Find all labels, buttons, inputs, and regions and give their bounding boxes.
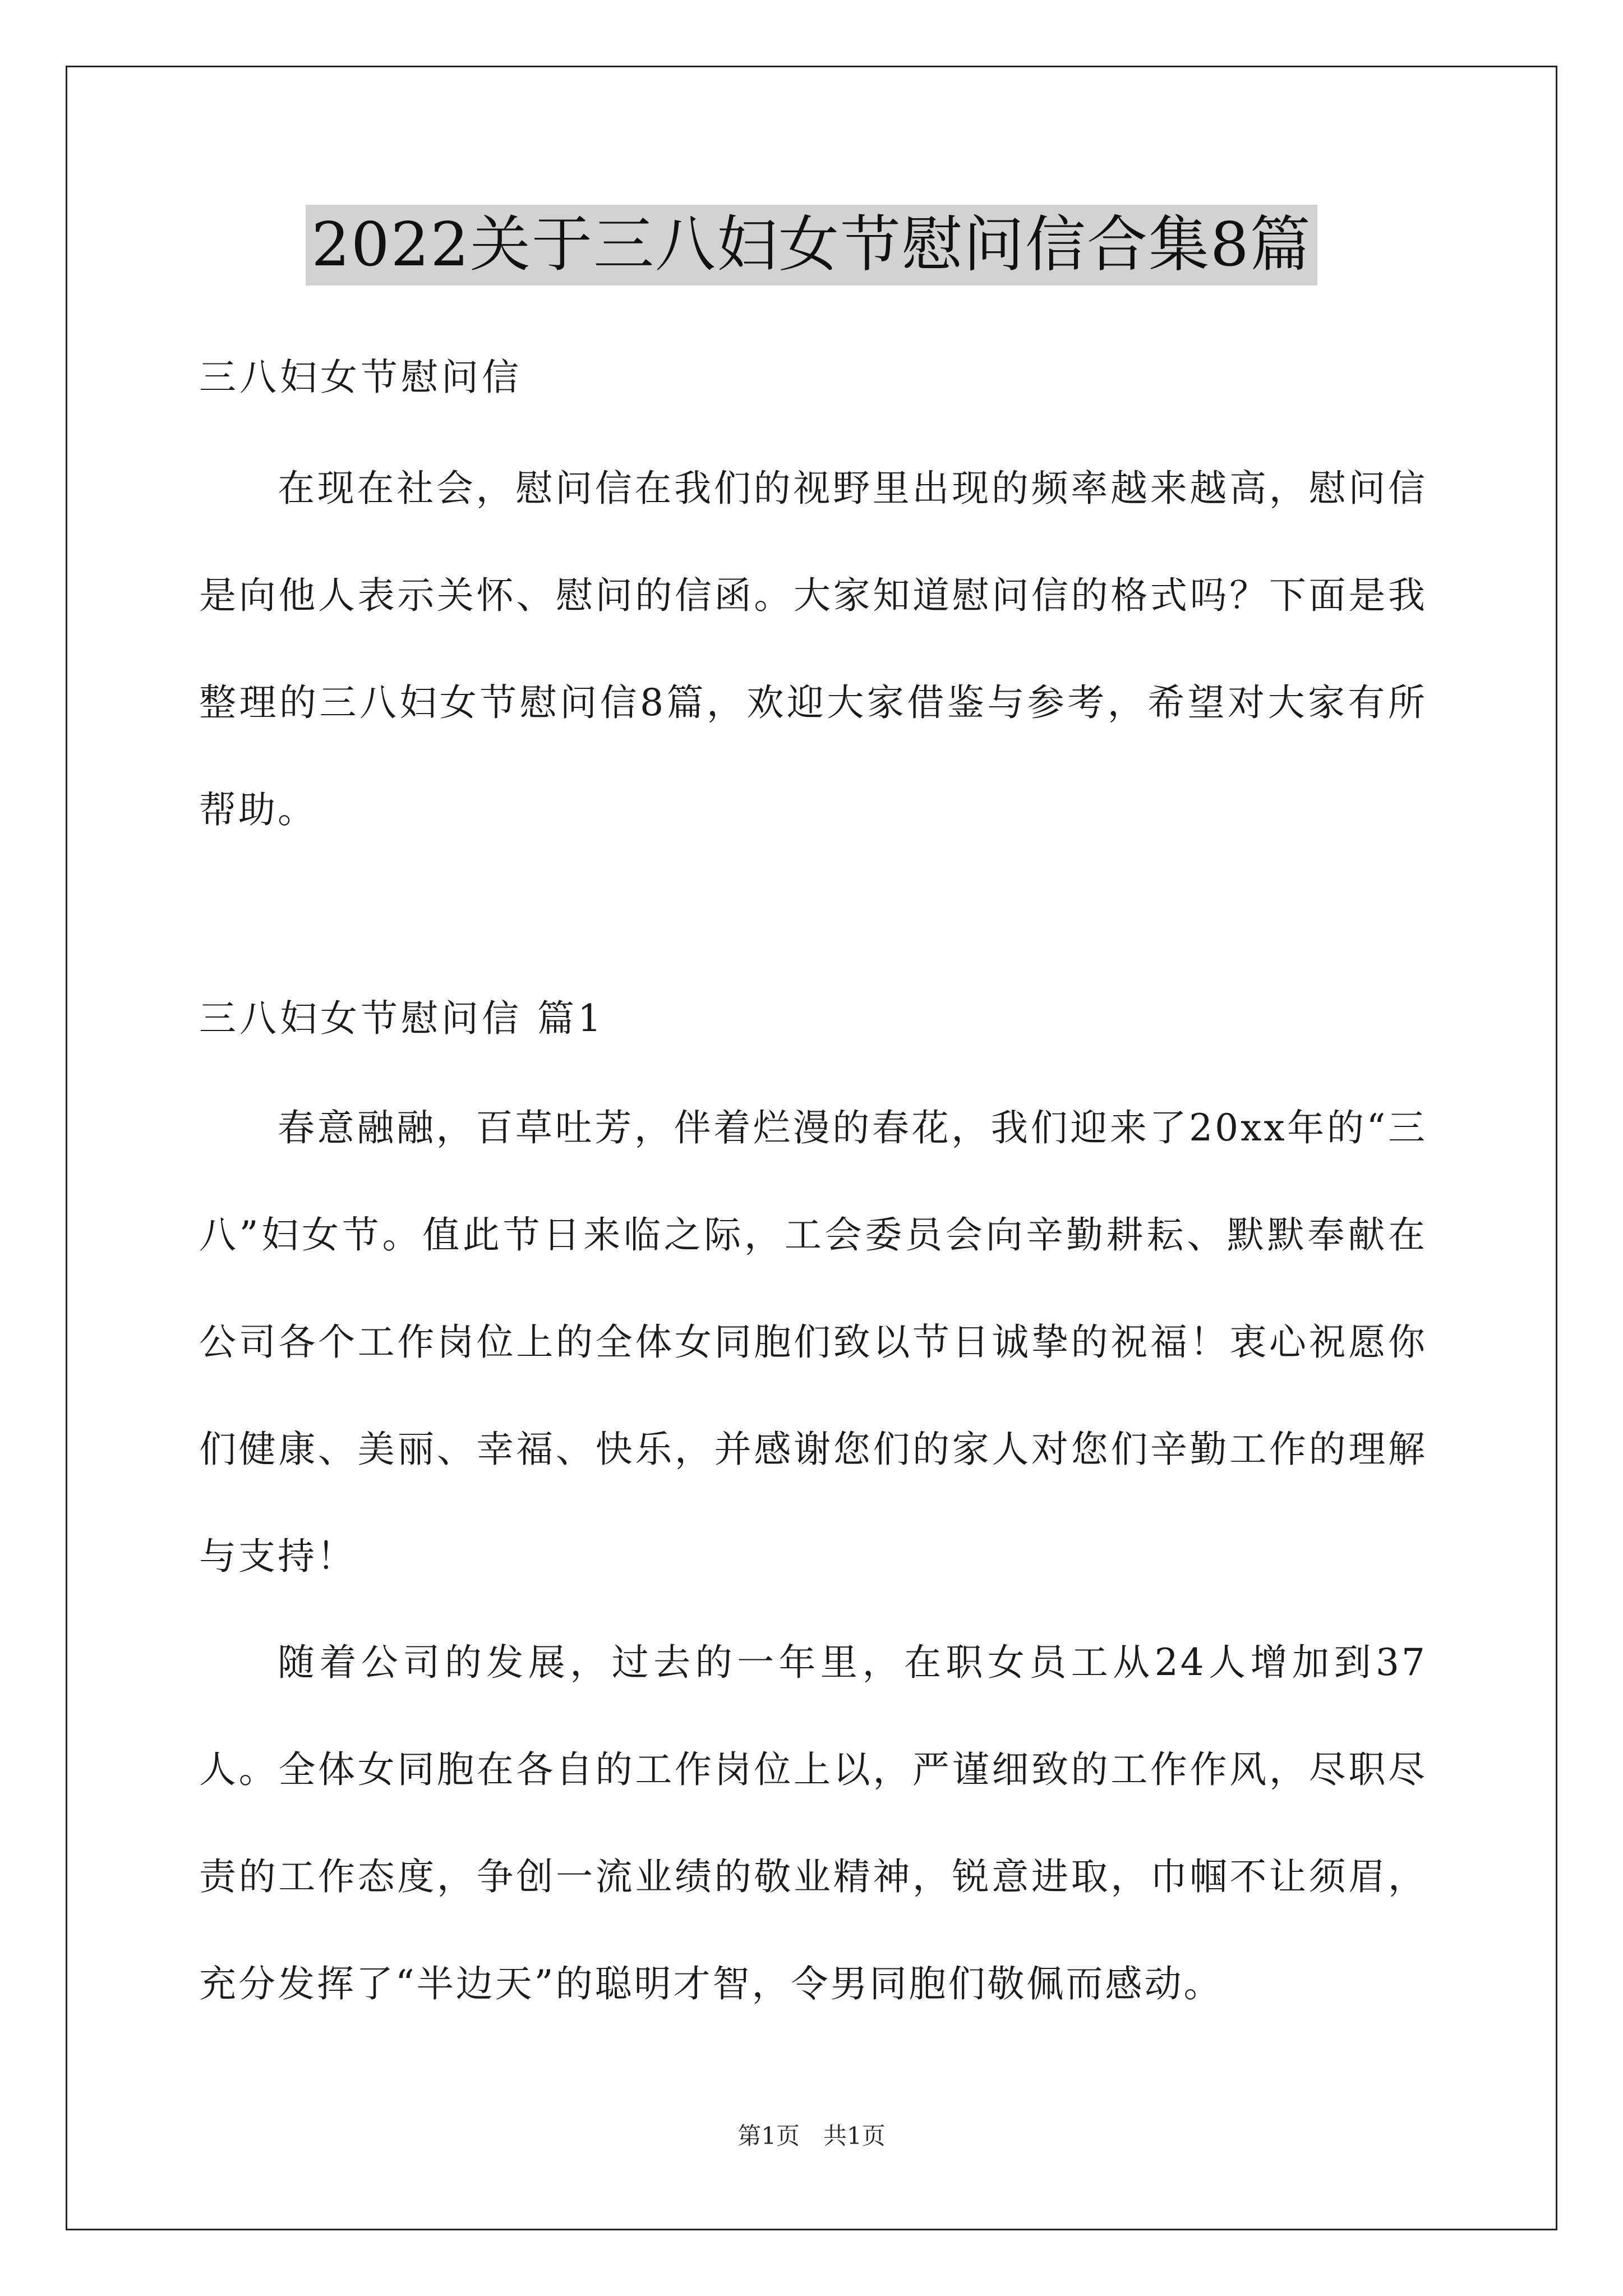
intro-paragraph: 在现在社会，慰问信在我们的视野里出现的频率越来越高，慰问信是向他人表示关怀、慰问的信函。大家知道慰问信的格式吗？下面是我整理的三八妇女节慰问信8篇，欢迎大家借鉴与参考，希望对大家有所帮助。 <box>199 467 1427 831</box>
section-1-paragraph-2: 随着公司的发展，过去的一年里，在职女员工从24人增加到37人。全体女同胞在各自的工作岗位上以，严谨细致的工作作风，尽职尽责的工作态度，争创一流业绩的敬业精神，锐意进取，巾帼不让须眉，充分发挥了“半边天”的聪明才智，令男同胞们敬佩而感动。 <box>199 1641 1427 2005</box>
page-footer: 第1页 共1页 <box>737 2122 886 2150</box>
document-title: 2022关于三八妇女节慰问信合集8篇 <box>306 205 1317 286</box>
intro-heading: 三八妇女节慰问信 <box>199 356 522 399</box>
section-1-paragraph-1: 春意融融，百草吐芳，伴着烂漫的春花，我们迎来了20xx年的“三八”妇女节。值此节日来临之际，工会委员会向辛勤耕耘、默默奉献在公司各个工作岗位上的全体女同胞们致以节日诚挚的祝福！衷心祝愿你们健康、美丽、幸福、快乐，并感谢您们的家人对您们辛勤工作的理解与支持！ <box>199 1106 1427 1578</box>
title-wrapper <box>0 205 1623 286</box>
section-1-heading: 三八妇女节慰问信 篇1 <box>199 997 605 1040</box>
